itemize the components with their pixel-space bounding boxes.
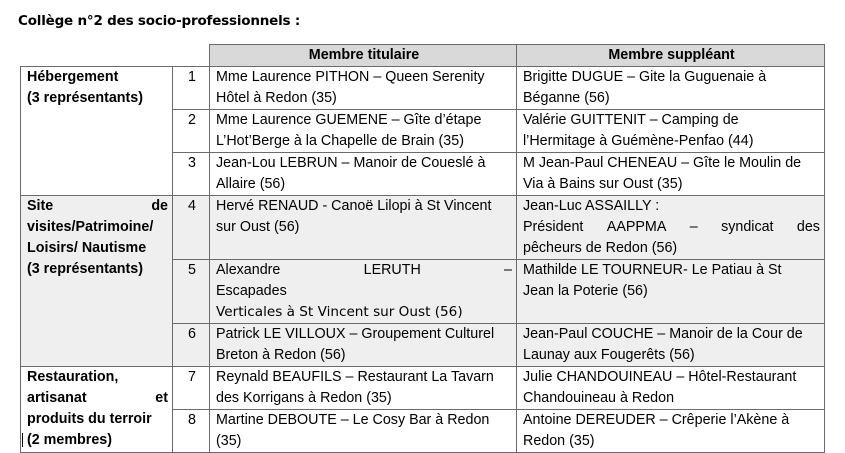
category-label-line: (3 représentants) [27, 261, 144, 277]
text-cursor [22, 433, 23, 447]
suppleant-line: Chandouineau à Redon [523, 390, 675, 406]
row-number: 3 [173, 153, 210, 196]
titulaire-line: Mme Laurence PITHON – Queen Serenity [216, 69, 485, 85]
justified-word: AAPPMA [606, 219, 667, 235]
titulaire-line: Hôtel à Redon (35) [216, 90, 337, 106]
suppleant-line [523, 217, 820, 238]
titulaire-line: Alexandre LERUTH – Escapades [216, 262, 512, 299]
justified-word: – [689, 219, 698, 235]
table-row [21, 367, 825, 410]
suppleant-cell [517, 196, 825, 260]
titulaire-line: L’Hot’Berge à la Chapelle de Brain (35) [216, 133, 464, 149]
suppleant-cell [517, 260, 825, 324]
category-hebergement [21, 67, 173, 196]
row-number: 1 [173, 67, 210, 110]
row-number: 5 [173, 260, 210, 324]
category-label-line: Hébergement [27, 69, 119, 85]
justified-word: Site [27, 198, 54, 214]
suppleant-line: Via à Bains sur Oust (35) [523, 176, 683, 192]
table-row [21, 196, 825, 260]
justified-word: et [155, 390, 168, 406]
category-restauration [21, 367, 173, 453]
suppleant-line: Jean-Paul COUCHE – Manoir de la Cour de [523, 326, 803, 342]
suppleant-line: Julie CHANDOUINEAU – Hôtel-Restaurant [523, 369, 797, 385]
titulaire-line: Allaire (56) [216, 176, 286, 192]
titulaire-cell [210, 153, 517, 196]
titulaire-line: Breton à Redon (56) [216, 347, 346, 363]
titulaire-cell [210, 110, 517, 153]
suppleant-cell [517, 410, 825, 453]
justified-word: de [151, 198, 168, 214]
suppleant-line: l’Hermitage à Guémène-Penfao (44) [523, 133, 754, 149]
category-label-line [27, 196, 168, 217]
titulaire-line: Reynald BEAUFILS – Restaurant La Tavarn [216, 369, 494, 385]
column-header-titulaire: Membre titulaire [210, 45, 517, 67]
column-header-suppleant: Membre suppléant [517, 45, 825, 67]
members-table [20, 44, 825, 453]
suppleant-line: Mathilde LE TOURNEUR- Le Patiau à St [523, 262, 782, 278]
titulaire-line: Jean-Lou LEBRUN – Manoir de Coueslé à [216, 155, 486, 171]
titulaire-cell [210, 260, 517, 324]
titulaire-line: Mme Laurence GUEMENE – Gîte d’étape [216, 112, 482, 128]
titulaire-cell [210, 324, 517, 367]
document-heading: Collège n°2 des socio-professionnels : [18, 13, 301, 29]
category-label-line [27, 388, 168, 409]
suppleant-line: Brigitte DUGUE – Gite la Guguenaie à [523, 69, 767, 85]
row-number: 7 [173, 367, 210, 410]
suppleant-line: Jean la Poterie (56) [523, 283, 648, 299]
suppleant-line: Antoine DEREUDER – Crêperie l’Akène à [523, 412, 790, 428]
suppleant-cell [517, 110, 825, 153]
suppleant-cell [517, 367, 825, 410]
justified-word: des [796, 219, 820, 235]
suppleant-line: Redon (35) [523, 433, 595, 449]
titulaire-cell [210, 367, 517, 410]
titulaire-line: Martine DEBOUTE – Le Cosy Bar à Redon [216, 412, 490, 428]
suppleant-line: Valérie GUITTENIT – Camping de [523, 112, 739, 128]
suppleant-line: Launay aux Fougerêts (56) [523, 347, 695, 363]
titulaire-cell [210, 196, 517, 260]
suppleant-line: Jean-Luc ASSAILLY : [523, 198, 660, 214]
suppleant-line: M Jean-Paul CHENEAU – Gîte le Moulin de [523, 155, 802, 171]
suppleant-line: pêcheurs de Redon (56) [523, 240, 678, 256]
category-label-line: Loisirs/ Nautisme [27, 240, 147, 256]
suppleant-cell [517, 324, 825, 367]
category-label-line: (3 représentants) [27, 90, 144, 106]
titulaire-cell [210, 410, 517, 453]
table-header-row [21, 45, 825, 67]
row-number: 2 [173, 110, 210, 153]
titulaire-cell [210, 67, 517, 110]
titulaire-line: Verticales à St Vincent sur Oust (56) [216, 304, 463, 320]
category-label-line: (2 membres) [27, 432, 113, 448]
row-number: 8 [173, 410, 210, 453]
titulaire-line: (35) [216, 433, 242, 449]
category-label-line: produits du terroir [27, 411, 152, 427]
titulaire-line: sur Oust (56) [216, 219, 300, 235]
header-blank-corner [21, 45, 210, 67]
titulaire-line: des Korrigans à Redon (35) [216, 390, 392, 406]
category-label-line: visites/Patrimoine/ [27, 219, 154, 235]
suppleant-cell [517, 67, 825, 110]
category-label-line: Restauration, [27, 369, 119, 385]
suppleant-line: Béganne (56) [523, 90, 610, 106]
titulaire-line: Hervé RENAUD - Canoë Lilopi à St Vincent [216, 198, 492, 214]
titulaire-line: Patrick LE VILLOUX – Groupement Culturel [216, 326, 495, 342]
category-site-visites [21, 196, 173, 367]
justified-word: artisanat [27, 390, 87, 406]
justified-word: Président [523, 219, 584, 235]
justified-word: syndicat [721, 219, 774, 235]
suppleant-cell [517, 153, 825, 196]
table-row [21, 67, 825, 110]
row-number: 4 [173, 196, 210, 260]
row-number: 6 [173, 324, 210, 367]
